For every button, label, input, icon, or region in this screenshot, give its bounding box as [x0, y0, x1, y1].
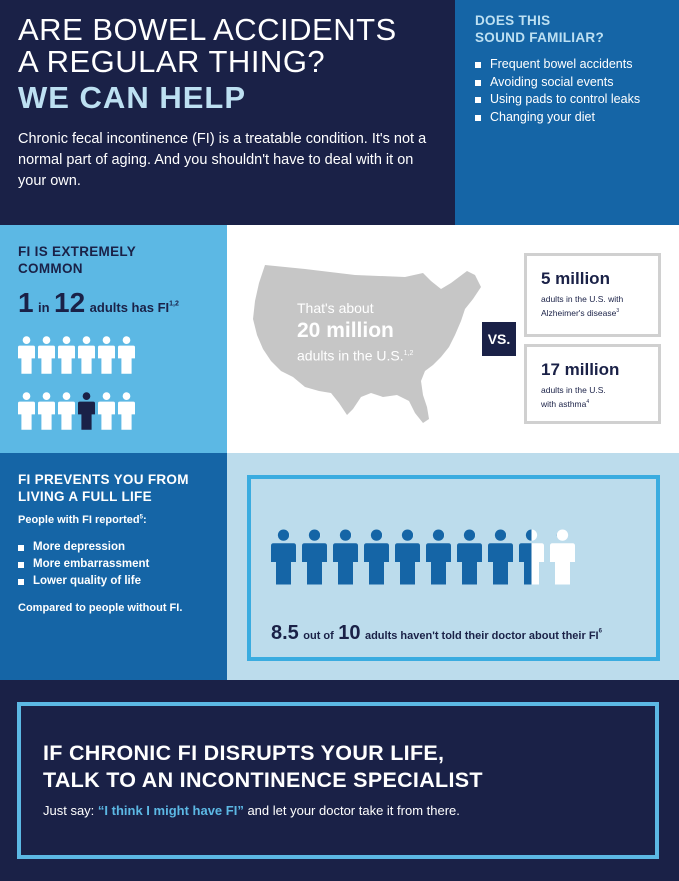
told-stat: 8.5 out of 10 adults haven't told their doctor about their $FI^6$ — [271, 622, 602, 644]
person-icon — [519, 521, 544, 598]
person-icon — [364, 521, 389, 598]
cta-section — [0, 680, 679, 881]
person-icon — [302, 521, 327, 598]
familiar-list — [475, 56, 665, 127]
list-item: Changing your diet — [475, 109, 665, 127]
compared-text: Compared to people without FI. — [18, 602, 183, 614]
common-title-2: COMMON — [18, 261, 83, 276]
person-icon — [457, 521, 482, 598]
bullet-icon — [18, 562, 24, 568]
cta-box — [17, 702, 659, 859]
common-title-1: FI IS EXTREMELY — [18, 244, 137, 259]
vs-badge: VS. — [482, 322, 516, 356]
told-box — [247, 475, 660, 661]
list-item: More depression — [18, 539, 211, 556]
people-icon-grid — [18, 333, 138, 445]
person-icon — [18, 389, 35, 438]
list-item: Using pads to control leaks — [475, 91, 665, 109]
prevents-section — [0, 453, 227, 680]
person-icon — [271, 521, 296, 598]
person-icon — [426, 521, 451, 598]
person-icon — [118, 389, 135, 438]
cta-title-2: TALK TO AN INCONTINENCE SPECIALIST — [43, 768, 483, 792]
cta-subtext: Just say: “I think I might have FI” and let your doctor take it from there. — [43, 803, 460, 818]
prevents-list — [18, 539, 211, 590]
told-people-icons — [271, 521, 581, 598]
common-section — [0, 225, 227, 453]
person-icon — [38, 389, 55, 438]
list-item: Frequent bowel accidents — [475, 56, 665, 74]
people-row — [18, 389, 138, 438]
person-icon — [550, 521, 575, 598]
people-row — [18, 333, 138, 382]
familiar-title-1: DOES THIS — [475, 13, 551, 28]
familiar-panel — [455, 0, 679, 225]
person-icon — [58, 333, 75, 382]
bullet-icon — [475, 97, 481, 103]
bullet-icon — [475, 62, 481, 68]
reported-text: People with FI reported$^5$: — [18, 514, 147, 526]
familiar-title-2: SOUND FAMILIAR? — [475, 30, 604, 45]
person-icon — [98, 389, 115, 438]
list-item: Lower quality of life — [18, 573, 211, 590]
bullet-icon — [475, 80, 481, 86]
stat-box-alzheimers: 5 million adults in the U.S. with Alzheimer's disease$^3$ — [524, 253, 661, 337]
hero-section — [0, 0, 455, 225]
person-icon — [395, 521, 420, 598]
person-icon — [118, 333, 135, 382]
person-icon — [78, 333, 95, 382]
ratio-stat: 1 in 12 adults has FI$^{1,2}$ — [18, 287, 179, 318]
cta-title-1: IF CHRONIC FI DISRUPTS YOUR LIFE, — [43, 741, 445, 765]
bullet-icon — [18, 579, 24, 585]
person-highlighted-icon — [78, 389, 95, 438]
person-icon — [488, 521, 513, 598]
headline-line-2: A REGULAR THING? — [18, 44, 326, 79]
headline-help: WE CAN HELP — [18, 80, 246, 115]
person-icon — [58, 389, 75, 438]
headline-line-1: ARE BOWEL ACCIDENTS — [18, 12, 397, 47]
prevents-title-2: LIVING A FULL LIFE — [18, 489, 152, 504]
list-item: More embarrassment — [18, 556, 211, 573]
stat-box-asthma: 17 million adults in the U.S. with asthma$^4$ — [524, 344, 661, 424]
bullet-icon — [475, 115, 481, 121]
list-item: Avoiding social events — [475, 74, 665, 92]
person-icon — [38, 333, 55, 382]
person-icon — [18, 333, 35, 382]
person-icon — [333, 521, 358, 598]
prevents-title-1: FI PREVENTS YOU FROM — [18, 472, 189, 487]
intro-text: Chronic fecal incontinence (FI) is a treatable condition. It's not a normal part of aging. And you shouldn't have to deal with it on your own. — [18, 131, 427, 189]
map-overlay-text: That's about 20 million adults in the U.S.$^{1,2}$ — [297, 300, 414, 364]
person-icon — [98, 333, 115, 382]
told-section — [227, 453, 679, 680]
usa-section — [227, 225, 679, 453]
bullet-icon — [18, 545, 24, 551]
